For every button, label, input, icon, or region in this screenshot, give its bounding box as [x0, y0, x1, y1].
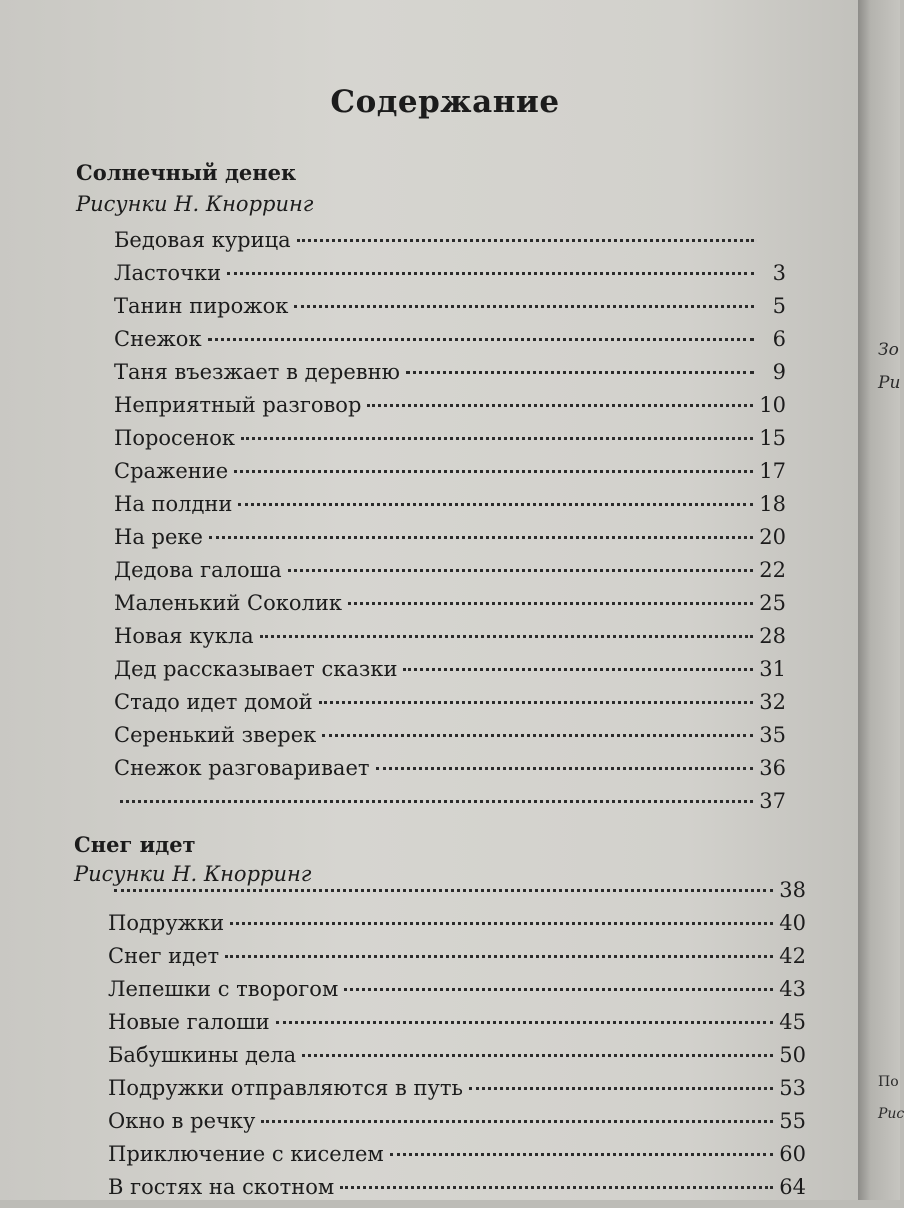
toc-entry-title: Дед рассказывает сказки [114, 657, 398, 681]
dot-leader [406, 371, 754, 374]
toc-entry-title: Лепешки с творогом [108, 977, 339, 1001]
toc-entry-page: 36 [759, 756, 786, 780]
toc-entry [108, 1175, 806, 1208]
dot-leader [208, 338, 754, 341]
toc-entry-title: Поросенок [114, 426, 235, 450]
toc-entry-title: Бабушкины дела [108, 1043, 297, 1067]
toc-entry-page: 43 [779, 977, 806, 1001]
toc-entry-title: Ласточки [114, 261, 222, 285]
toc-entry [108, 977, 806, 1010]
toc-entry-title: Стадо идет домой [114, 690, 313, 714]
toc-entry-page: 18 [759, 492, 786, 516]
section-subheading: Рисунки Н. Кнорринг [74, 862, 312, 886]
toc-entry-title: Танин пирожок [114, 294, 289, 318]
toc-entry [114, 624, 786, 657]
section-subheading: Рисунки Н. Кнорринг [76, 192, 314, 216]
adjacent-page-fragment: По [878, 1074, 899, 1090]
toc-entry-page: 31 [759, 657, 786, 681]
toc-entry-page: 17 [759, 459, 786, 483]
dot-leader [297, 239, 754, 242]
toc-entry-page: 32 [759, 690, 786, 714]
adjacent-page-edge [858, 0, 904, 1200]
toc-list [108, 878, 806, 1208]
toc-entry [108, 1043, 806, 1076]
toc-list [114, 228, 786, 822]
dot-leader [261, 1120, 773, 1123]
toc-entry-title: Серенький зверек [114, 723, 317, 747]
toc-entry-page: 35 [759, 723, 786, 747]
toc-entry [114, 459, 786, 492]
toc-entry-page: 60 [779, 1142, 806, 1166]
toc-entry-title: Новые галоши [108, 1010, 270, 1034]
dot-leader [114, 889, 773, 892]
dot-leader [367, 404, 753, 407]
toc-entry [114, 591, 786, 624]
toc-entry-page: 22 [759, 558, 786, 582]
toc-entry-title: Снежок разговаривает [114, 756, 370, 780]
toc-entry-title: Бедовая курица [114, 228, 291, 252]
dot-leader [294, 305, 754, 308]
toc-entry-page: 55 [779, 1109, 806, 1133]
dot-leader [209, 536, 753, 539]
toc-entry-page: 5 [772, 294, 786, 318]
dot-leader [241, 437, 753, 440]
dot-leader [238, 503, 753, 506]
dot-leader [230, 922, 773, 925]
toc-entry-title: Окно в речку [108, 1109, 256, 1133]
toc-entry-page: 64 [779, 1175, 806, 1199]
toc-entry-page: 53 [779, 1076, 806, 1100]
dot-leader [469, 1087, 773, 1090]
toc-entry [114, 558, 786, 591]
toc-entry-title: Снежок [114, 327, 202, 351]
dot-leader [322, 734, 753, 737]
dot-leader [403, 668, 753, 671]
toc-entry [108, 1109, 806, 1142]
toc-entry-title: Дедова галоша [114, 558, 282, 582]
toc-entry-title: Таня въезжает в деревню [114, 360, 400, 384]
toc-entry [114, 789, 786, 822]
adjacent-page-fragment: Зо [878, 340, 899, 360]
toc-entry-page: 37 [759, 789, 786, 813]
toc-entry [114, 492, 786, 525]
toc-entry [114, 261, 786, 294]
toc-entry-title: Подружки [108, 911, 225, 935]
toc-entry-page: 15 [759, 426, 786, 450]
dot-leader [344, 988, 773, 991]
toc-entry [114, 360, 786, 393]
toc-entry [114, 525, 786, 558]
toc-entry-title: Подружки отправляются в путь [108, 1076, 463, 1100]
toc-entry-page: 10 [759, 393, 786, 417]
toc-entry [114, 294, 786, 327]
toc-entry-title: Сражение [114, 459, 229, 483]
dot-leader [340, 1186, 773, 1189]
dot-leader [288, 569, 754, 572]
toc-entry-page: 50 [779, 1043, 806, 1067]
dot-leader [348, 602, 753, 605]
toc-entry-page: 28 [759, 624, 786, 648]
section-heading: Солнечный денек [76, 160, 297, 185]
toc-entry-title: Неприятный разговор [114, 393, 362, 417]
toc-entry [108, 1142, 806, 1175]
toc-entry-title: На полдни [114, 492, 233, 516]
toc-entry [114, 426, 786, 459]
toc-entry [108, 878, 806, 911]
dot-leader [390, 1153, 774, 1156]
toc-entry [114, 393, 786, 426]
toc-entry-page: 3 [772, 261, 786, 285]
toc-entry [114, 756, 786, 789]
toc-entry-page: 20 [759, 525, 786, 549]
toc-entry [114, 327, 786, 360]
adjacent-page-fragment: Рис [878, 1106, 904, 1122]
adjacent-page-fragment: Ри [878, 373, 901, 393]
dot-leader [376, 767, 754, 770]
dot-leader [319, 701, 754, 704]
toc-entry [114, 690, 786, 723]
toc-entry [108, 1076, 806, 1109]
toc-entry-page: 6 [772, 327, 786, 351]
dot-leader [234, 470, 753, 473]
toc-entry [108, 911, 806, 944]
toc-entry-title: Маленький Соколик [114, 591, 342, 615]
dot-leader [227, 272, 754, 275]
toc-entry [108, 1010, 806, 1043]
toc-entry-page: 40 [779, 911, 806, 935]
toc-entry-page: 45 [779, 1010, 806, 1034]
page-title: Содержание [330, 84, 560, 120]
toc-entry-title: Новая кукла [114, 624, 254, 648]
toc-entry-page: 25 [759, 591, 786, 615]
dot-leader [260, 635, 754, 638]
section-heading: Снег идет [74, 832, 196, 857]
toc-entry [114, 228, 786, 261]
toc-entry-title: На реке [114, 525, 203, 549]
toc-entry [114, 723, 786, 756]
toc-entry-page: 38 [779, 878, 806, 902]
toc-entry-title: Приключение с киселем [108, 1142, 384, 1166]
toc-entry [114, 657, 786, 690]
toc-entry-page: 42 [779, 944, 806, 968]
dot-leader [302, 1054, 773, 1057]
toc-entry-title: В гостях на скотном [108, 1175, 335, 1199]
dot-leader [120, 800, 753, 803]
dot-leader [225, 955, 773, 958]
toc-entry [108, 944, 806, 977]
toc-entry-page: 9 [772, 360, 786, 384]
toc-entry-title: Снег идет [108, 944, 220, 968]
dot-leader [276, 1021, 774, 1024]
